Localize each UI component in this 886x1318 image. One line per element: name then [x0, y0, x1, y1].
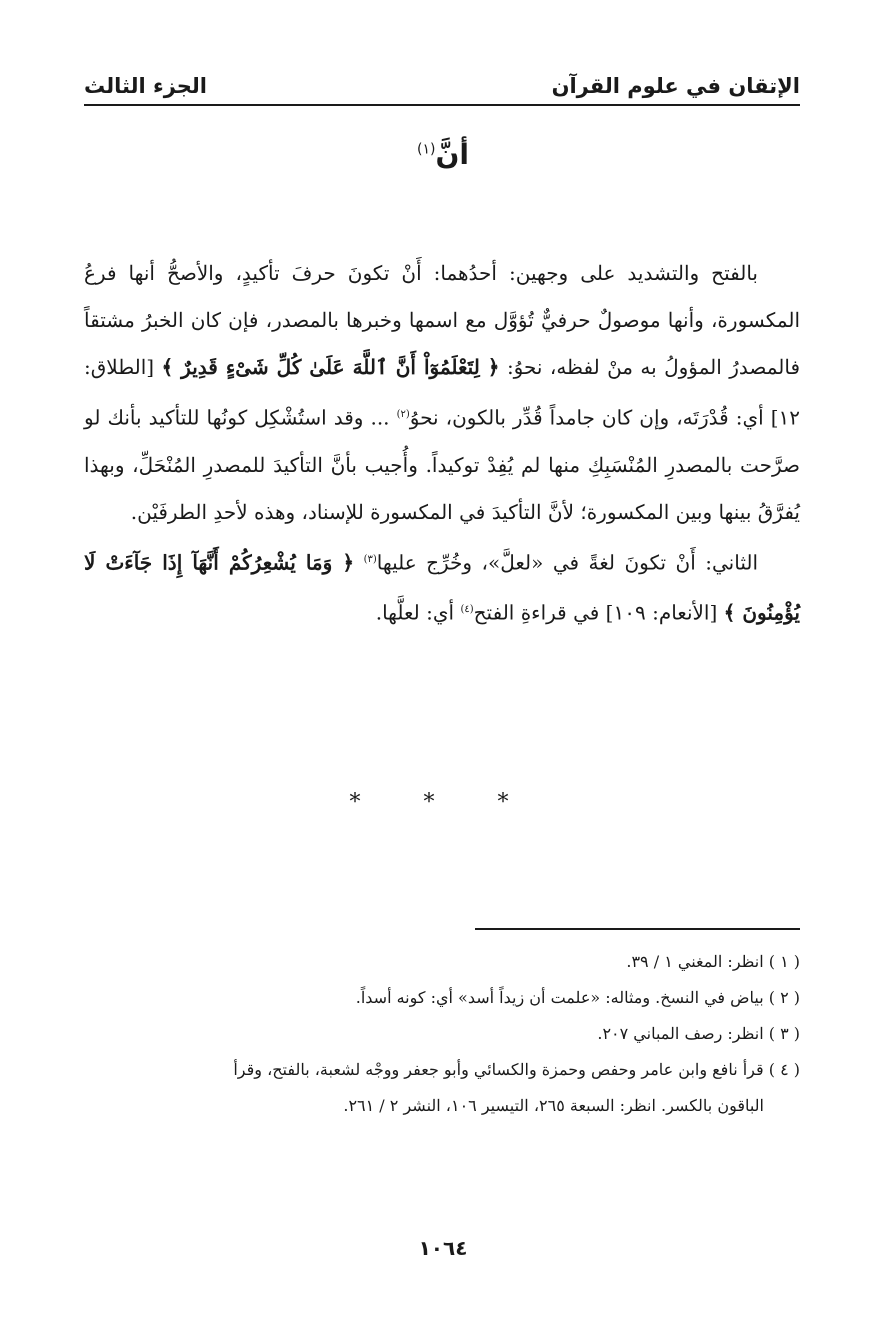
footnote-ref-2[interactable]: (٢): [396, 409, 410, 420]
page-number: ١٠٦٤: [418, 1236, 468, 1260]
paragraph-1-text-b: [الطلاق: ١٢] أي: قُدْرَتَه، وإن كان جامداً قُدِّر بالكون، نحوُ: [84, 355, 800, 430]
paragraph-2-text-c: أي: لعلَّها.: [375, 600, 455, 625]
footnote-4: ( ٤ ) قرأ نافع وابن عامر وحفص وحمزة والكسائي وأبو جعفر ووجْه لشعبة، بالفتح، وقرأ: [233, 1060, 800, 1079]
section-title: [0, 138, 886, 171]
section-separator: * * *: [349, 790, 537, 815]
footnote-ref-4[interactable]: (٤): [460, 604, 474, 616]
footnote-rule: [475, 928, 800, 930]
paragraph-1: [84, 250, 800, 536]
paragraph-1-text-c: ... وقد استُشْكِل كونُها للتأكيد بأنك لو صرَّحت بالمصدرِ المُنْسَبِكِ منها لم يُفِدْ توكيداً. وأُجيب بأنَّ التأكيدَ للمصدرِ المُنْحَلِّ، وبهذا يُفرَّقُ بينها وبين المكسورة؛ لأنَّ التأكيدَ في المكسورة للإسناد، وهذه لأحدِ الطرفَيْن.: [84, 405, 800, 524]
footnote-3: ( ٣ ) انظر: رصف المباني ٢٠٧.: [597, 1024, 800, 1043]
running-header: [84, 58, 800, 98]
quran-verse-talaq: ﴿ لِتَعْلَمُوٓاْ أَنَّ ٱللَّهَ عَلَىٰ كُلِّ شَىْءٍ قَدِيرٌ ﴾: [161, 355, 500, 379]
paragraph-2-text-a: الثاني: أَنْ تكونَ لغةً في «لعلَّ»، وخُرِّج عليها: [376, 550, 759, 575]
footnote-2: ( ٢ ) بياض في النسخ. ومثاله: «علمت أن زيداً أسد» أي: كونه أسداً.: [355, 988, 800, 1007]
main-text: [84, 250, 800, 637]
header-rule: [84, 104, 800, 106]
footnote-4-continuation: الباقون بالكسر. انظر: السبعة ٢٦٥، التيسير ١٠٦، النشر ٢ / ٢٦١.: [343, 1096, 764, 1115]
volume-label: الجزء الثالث: [84, 74, 207, 98]
footnote-ref-1[interactable]: (١): [417, 141, 436, 158]
quran-verse-anam: ﴿ وَمَا يُشْعِرُكُمْ أَنَّهَآ إِذَا جَآءَتْ لَا يُؤْمِنُونَ ﴾: [84, 550, 800, 625]
paragraph-2-text-b: [الأنعام: ١٠٩] في قراءةِ الفتح: [473, 600, 718, 625]
book-title: الإتقان في علوم القرآن: [551, 74, 800, 98]
paragraph-1-text-a: بالفتح والتشديد على وجهين: أحدُهما: أَنْ تكونَ حرفَ تأكيدٍ، والأصحُّ أنها فرعُ المكسورة، وأنها موصولٌ حرفيٌّ تُؤوَّل مع اسمها وخبرها بالمصدر، فإن كان الخبرُ مشتقاً فالمصدرُ المؤولُ به منْ لفظه، نحوُ:: [84, 261, 801, 379]
section-title-text: أنَّ: [435, 138, 469, 171]
footnote-1: ( ١ ) انظر: المغني ١ / ٣٩.: [626, 952, 800, 971]
paragraph-2: [84, 536, 800, 637]
footnotes: [84, 944, 800, 1124]
footnote-ref-3[interactable]: (٣): [363, 553, 377, 565]
